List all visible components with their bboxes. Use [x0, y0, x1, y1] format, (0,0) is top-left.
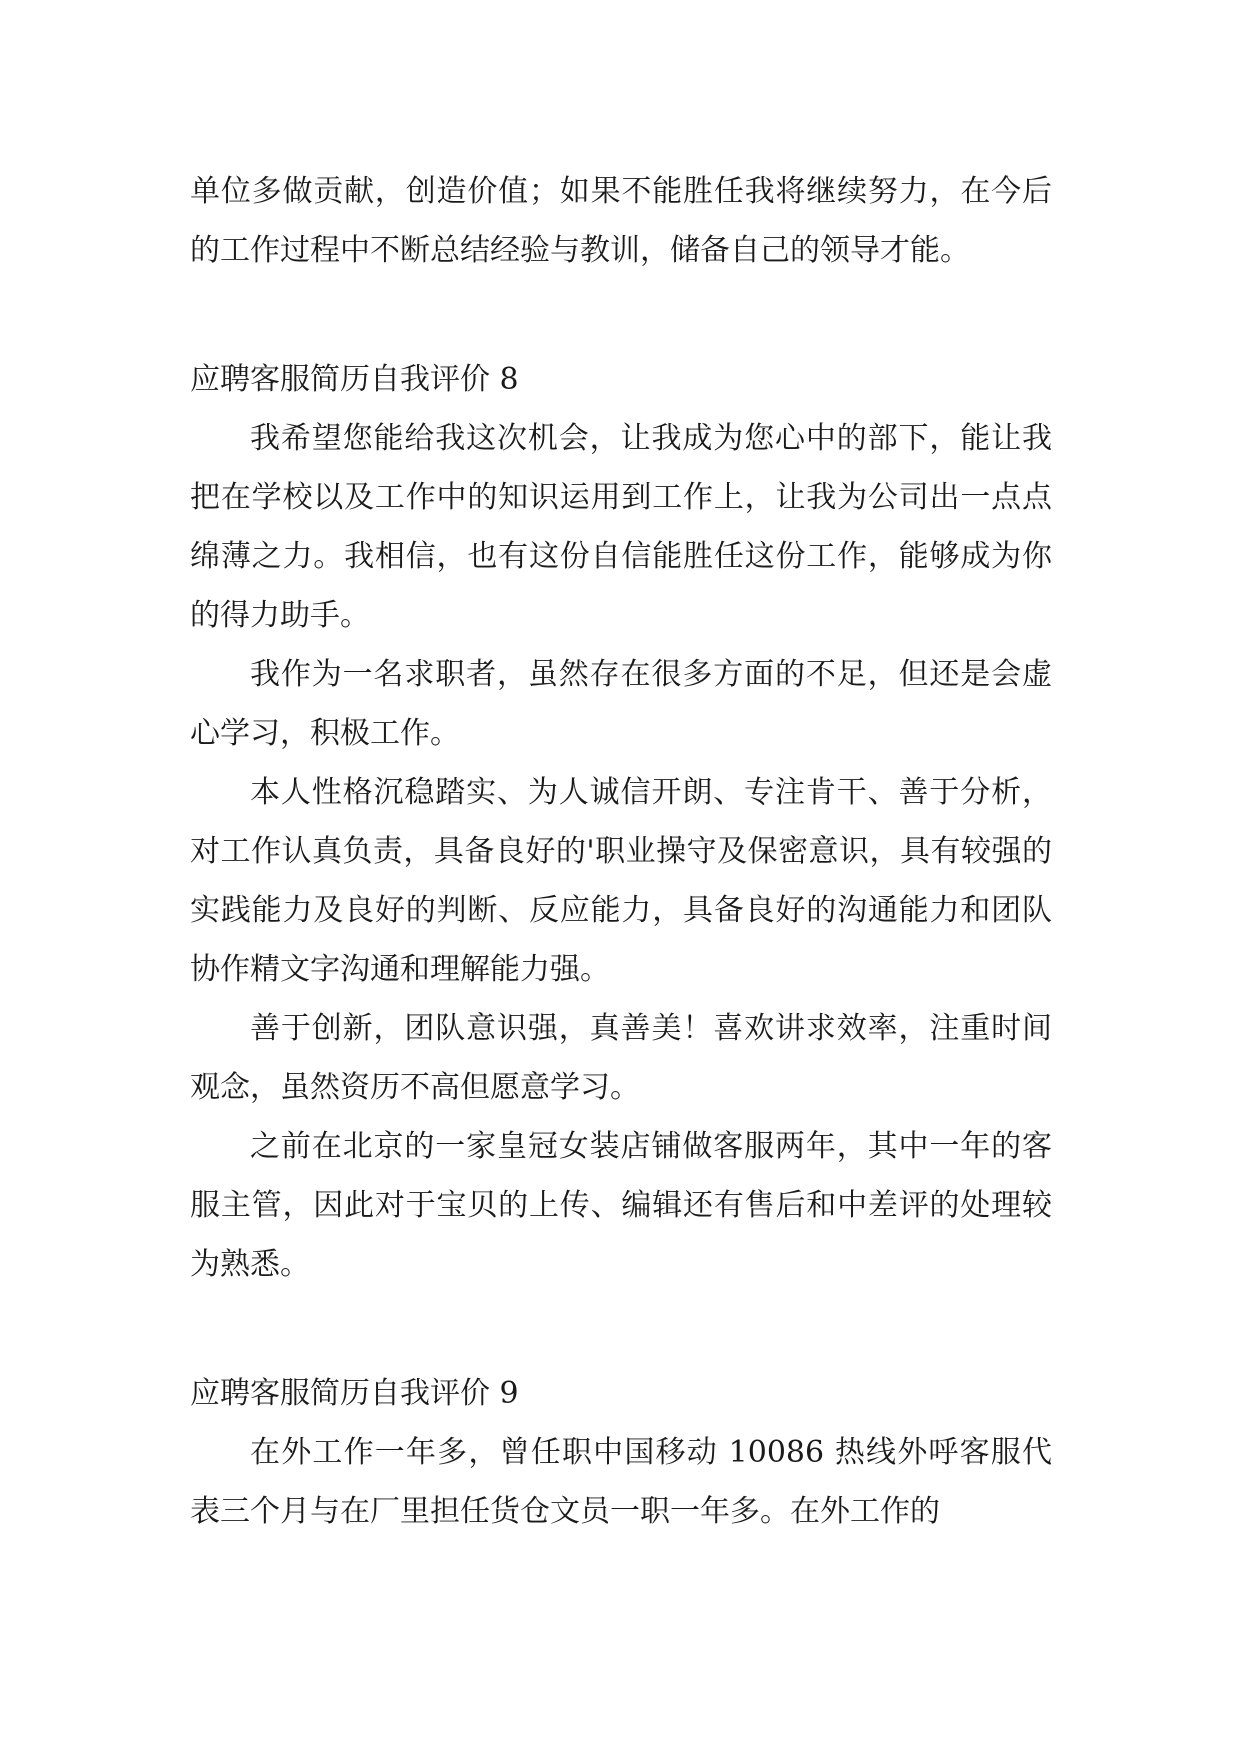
section-9-paragraph-1: 在外工作一年多，曾任职中国移动 10086 热线外呼客服代表三个月与在厂里担任货仓文员一职一年多。在外工作的 — [190, 1435, 1052, 1529]
section-heading-8: 应聘客服简历自我评价 8 — [190, 362, 519, 397]
section-8-paragraph-4: 善于创新，团队意识强，真善美！喜欢讲求效率，注重时间观念，虽然资历不高但愿意学习。 — [190, 1011, 1052, 1105]
section-heading-9: 应聘客服简历自我评价 9 — [190, 1376, 519, 1411]
section-8-paragraph-1: 我希望您能给我这次机会，让我成为您心中的部下，能让我把在学校以及工作中的知识运用到工作上，让我为公司出一点点绵薄之力。我相信，也有这份自信能胜任这份工作，能够成为你的得力助手。 — [190, 421, 1052, 633]
section-8-paragraph-5: 之前在北京的一家皇冠女装店铺做客服两年，其中一年的客服主管，因此对于宝贝的上传、编辑还有售后和中差评的处理较为熟悉。 — [190, 1129, 1052, 1282]
section-8-paragraph-2: 我作为一名求职者，虽然存在很多方面的不足，但还是会虚心学习，积极工作。 — [190, 657, 1052, 751]
intro-paragraph: 单位多做贡献，创造价值；如果不能胜任我将继续努力，在今后的工作过程中不断总结经验与教训，储备自己的领导才能。 — [190, 174, 1052, 268]
section-8-paragraph-3: 本人性格沉稳踏实、为人诚信开朗、专注肯干、善于分析，对工作认真负责，具备良好的'职业操守及保密意识，具有较强的实践能力及良好的判断、反应能力，具备良好的沟通能力和团队协作精文字沟通和理解能力强。 — [190, 775, 1052, 987]
document-body — [190, 162, 1052, 1541]
